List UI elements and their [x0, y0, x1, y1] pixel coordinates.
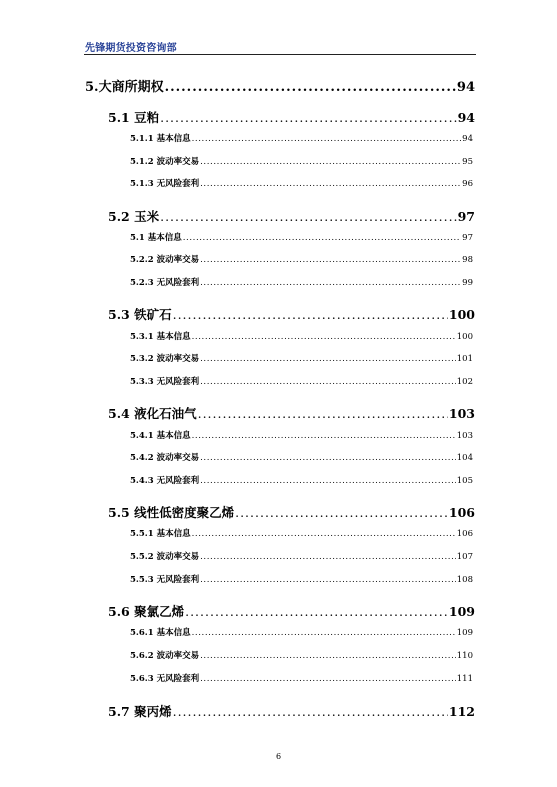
toc-item-page: 94: [462, 134, 473, 144]
toc-item[interactable]: [130, 330, 473, 342]
toc-item[interactable]: [130, 155, 473, 167]
toc-item[interactable]: [130, 253, 473, 265]
toc-item-label: 5.4.1 基本信息: [130, 431, 191, 441]
toc-section[interactable]: [108, 602, 475, 620]
toc-leader: [200, 674, 456, 684]
toc-leader: [183, 233, 461, 243]
toc-item[interactable]: [130, 375, 473, 387]
toc-item[interactable]: [130, 672, 473, 684]
toc-item-page: 100: [456, 332, 473, 342]
toc-item-label: 5.1.3 无风险套利: [130, 179, 200, 189]
toc-item-page: 111: [456, 674, 473, 684]
toc-item-page: 106: [456, 529, 473, 539]
toc-leader: [200, 255, 461, 265]
toc-leader: [192, 529, 456, 539]
page-number: 6: [275, 752, 282, 761]
toc-leader: [192, 431, 456, 441]
toc-item[interactable]: [130, 276, 473, 288]
toc-item-label: 5.5.2 波动率交易: [130, 552, 200, 562]
toc-leader: [200, 377, 456, 387]
toc-item-label: 5.1 基本信息: [130, 233, 182, 243]
toc-leader: [165, 80, 456, 95]
toc-item-page: 96: [462, 179, 473, 189]
toc-item-label: 5.1.1 基本信息: [130, 134, 191, 144]
toc-leader: [192, 134, 462, 144]
toc-item[interactable]: [130, 626, 473, 638]
toc-item-page: 108: [456, 575, 473, 585]
toc-item-label: 5.6.2 波动率交易: [130, 651, 200, 661]
toc-item[interactable]: [130, 573, 473, 585]
toc-section-label: 5.6 聚氯乙烯: [108, 604, 185, 619]
toc-item[interactable]: [130, 231, 473, 243]
header-title: 先锋期货投资咨询部: [85, 43, 177, 54]
toc-leader: [185, 604, 448, 619]
toc-section[interactable]: [108, 108, 475, 126]
toc-leader: [192, 332, 456, 342]
toc-item-label: 5.5.1 基本信息: [130, 529, 191, 539]
toc-section-label: 5.1 豆粕: [108, 110, 160, 125]
toc-leader: [200, 179, 461, 189]
toc-leader: [200, 278, 461, 288]
toc-item[interactable]: [130, 132, 473, 144]
toc-item-label: 5.3.1 基本信息: [130, 332, 191, 342]
toc-item[interactable]: [130, 451, 473, 463]
toc-item-label: 5.4.3 无风险套利: [130, 476, 200, 486]
toc-section[interactable]: [108, 207, 475, 225]
toc-item-page: 109: [456, 628, 473, 638]
toc-item[interactable]: [130, 550, 473, 562]
toc-leader: [200, 476, 456, 486]
toc-section-page: 112: [448, 704, 475, 719]
toc-section-page: 106: [448, 505, 475, 520]
toc-leader: [200, 157, 461, 167]
toc-section-page: 97: [457, 209, 475, 224]
toc-item[interactable]: [130, 429, 473, 441]
toc-chapter-5[interactable]: [85, 76, 475, 95]
toc-item-page: 101: [456, 354, 473, 364]
toc-leader: [200, 453, 456, 463]
toc-item-label: 5.4.2 波动率交易: [130, 453, 200, 463]
toc-section[interactable]: [108, 503, 475, 521]
toc-leader: [173, 704, 448, 719]
toc-item-label: 5.5.3 无风险套利: [130, 575, 200, 585]
toc-item-page: 102: [456, 377, 473, 387]
toc-item-page: 110: [456, 651, 473, 661]
toc-item[interactable]: [130, 474, 473, 486]
toc-section-label: 5.4 液化石油气: [108, 406, 197, 421]
toc-item-page: 105: [456, 476, 473, 486]
toc-section-label: 5.2 玉米: [108, 209, 160, 224]
toc-section[interactable]: [108, 305, 475, 323]
toc-chapter-label: 5.大商所期权: [85, 80, 164, 95]
toc-item-page: 99: [462, 278, 473, 288]
toc-item-label: 5.6.1 基本信息: [130, 628, 191, 638]
toc-leader: [198, 406, 448, 421]
toc-section-page: 109: [448, 604, 475, 619]
toc-item-page: 98: [462, 255, 473, 265]
toc-item[interactable]: [130, 527, 473, 539]
toc-item-page: 107: [456, 552, 473, 562]
toc-item-label: 5.6.3 无风险套利: [130, 674, 200, 684]
toc-leader: [235, 505, 448, 520]
toc-item[interactable]: [130, 177, 473, 189]
toc-item-page: 97: [462, 233, 473, 243]
toc-item-page: 103: [456, 431, 473, 441]
toc-section[interactable]: [108, 404, 475, 422]
toc-chapter-page: 94: [456, 80, 475, 95]
toc-item-label: 5.2.3 无风险套利: [130, 278, 200, 288]
toc-section[interactable]: [108, 702, 475, 720]
toc-section-page: 100: [448, 307, 475, 322]
toc-leader: [200, 651, 456, 661]
toc-item-label: 5.3.2 波动率交易: [130, 354, 200, 364]
toc-leader: [173, 307, 448, 322]
toc-leader: [160, 110, 456, 125]
toc-item-page: 95: [462, 157, 473, 167]
toc-section-page: 94: [457, 110, 475, 125]
toc-item-label: 5.1.2 波动率交易: [130, 157, 200, 167]
toc-section-label: 5.3 铁矿石: [108, 307, 172, 322]
toc-item-page: 104: [456, 453, 473, 463]
toc-section-label: 5.5 线性低密度聚乙烯: [108, 505, 235, 520]
toc-item-label: 5.3.3 无风险套利: [130, 377, 200, 387]
toc-section-page: 103: [448, 406, 475, 421]
toc-item[interactable]: [130, 352, 473, 364]
toc-item-label: 5.2.2 波动率交易: [130, 255, 200, 265]
toc-leader: [192, 628, 456, 638]
toc-leader: [160, 209, 456, 224]
toc-item[interactable]: [130, 649, 473, 661]
toc-leader: [200, 575, 456, 585]
header-rule: [84, 54, 476, 55]
toc-section-label: 5.7 聚丙烯: [108, 704, 172, 719]
toc-leader: [200, 354, 456, 364]
toc-leader: [200, 552, 456, 562]
